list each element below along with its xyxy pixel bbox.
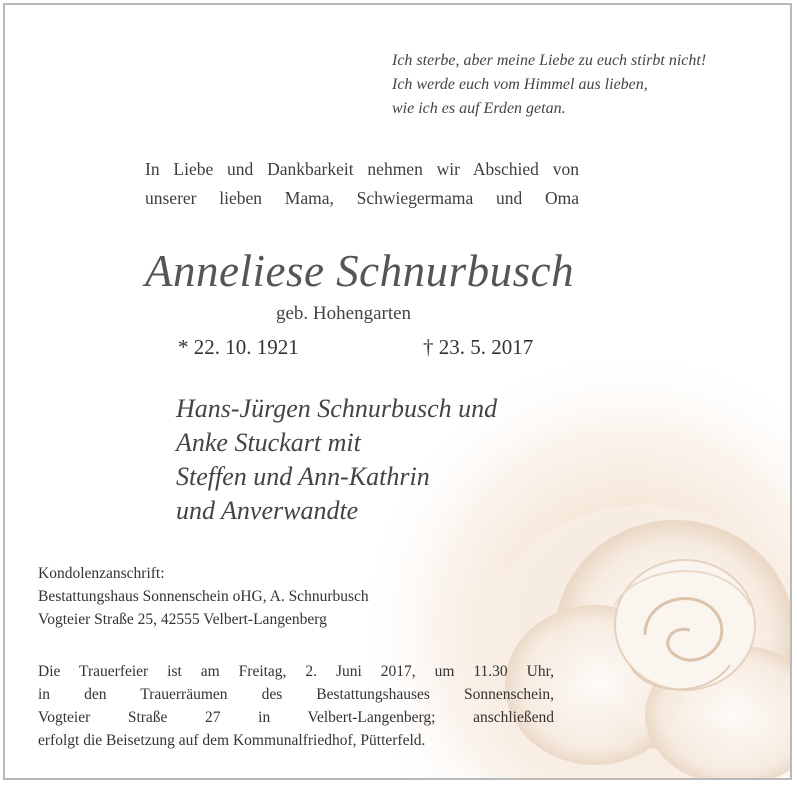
ceremony-line: Die Trauerfeier ist am Freitag, 2. Juni 2017, um 11.30 Uhr, [38,663,554,680]
condolence-line: Vogteier Straße 25, 42555 Velbert-Langenberg [38,611,327,628]
death-date: † 23. 5. 2017 [423,335,534,359]
quote-line: Ich sterbe, aber meine Liebe zu euch stirbt nicht! [392,52,707,69]
intro-line: unserer lieben Mama, Schwiegermama und Oma [145,188,579,208]
mourner-line: und Anverwandte [176,496,359,525]
quote-line: Ich werde euch vom Himmel aus lieben, [392,76,648,93]
quote-line: wie ich es auf Erden getan. [392,100,566,117]
farewell-intro [145,155,579,213]
ceremony-line: Vogteier Straße 27 in Velbert-Langenberg; anschließend [38,709,554,726]
mourner-line: Anke Stuckart mit [176,428,361,457]
birth-date: * 22. 10. 1921 [178,335,299,359]
obituary-card [3,3,792,780]
ceremony-line: erfolgt die Beisetzung auf dem Kommunalfriedhof, Pütterfeld. [38,732,426,749]
condolence-address [38,562,369,631]
mourners-list [176,392,497,528]
mourner-line: Steffen und Ann-Kathrin [176,462,430,491]
condolence-line: Bestattungshaus Sonnenschein oHG, A. Schnurbusch [38,588,369,605]
ceremony-info [38,660,554,752]
ceremony-line: in den Trauerräumen des Bestattungshauses Sonnenschein, [38,686,554,703]
intro-line: In Liebe und Dankbarkeit nehmen wir Abschied von [145,159,579,179]
mourner-line: Hans-Jürgen Schnurbusch und [176,394,498,423]
quote [392,49,706,121]
birth-name: geb. Hohengarten [276,303,412,324]
deceased-name: Anneliese Schnurbusch [145,246,575,296]
condolence-line: Kondolenzanschrift: [38,565,165,582]
